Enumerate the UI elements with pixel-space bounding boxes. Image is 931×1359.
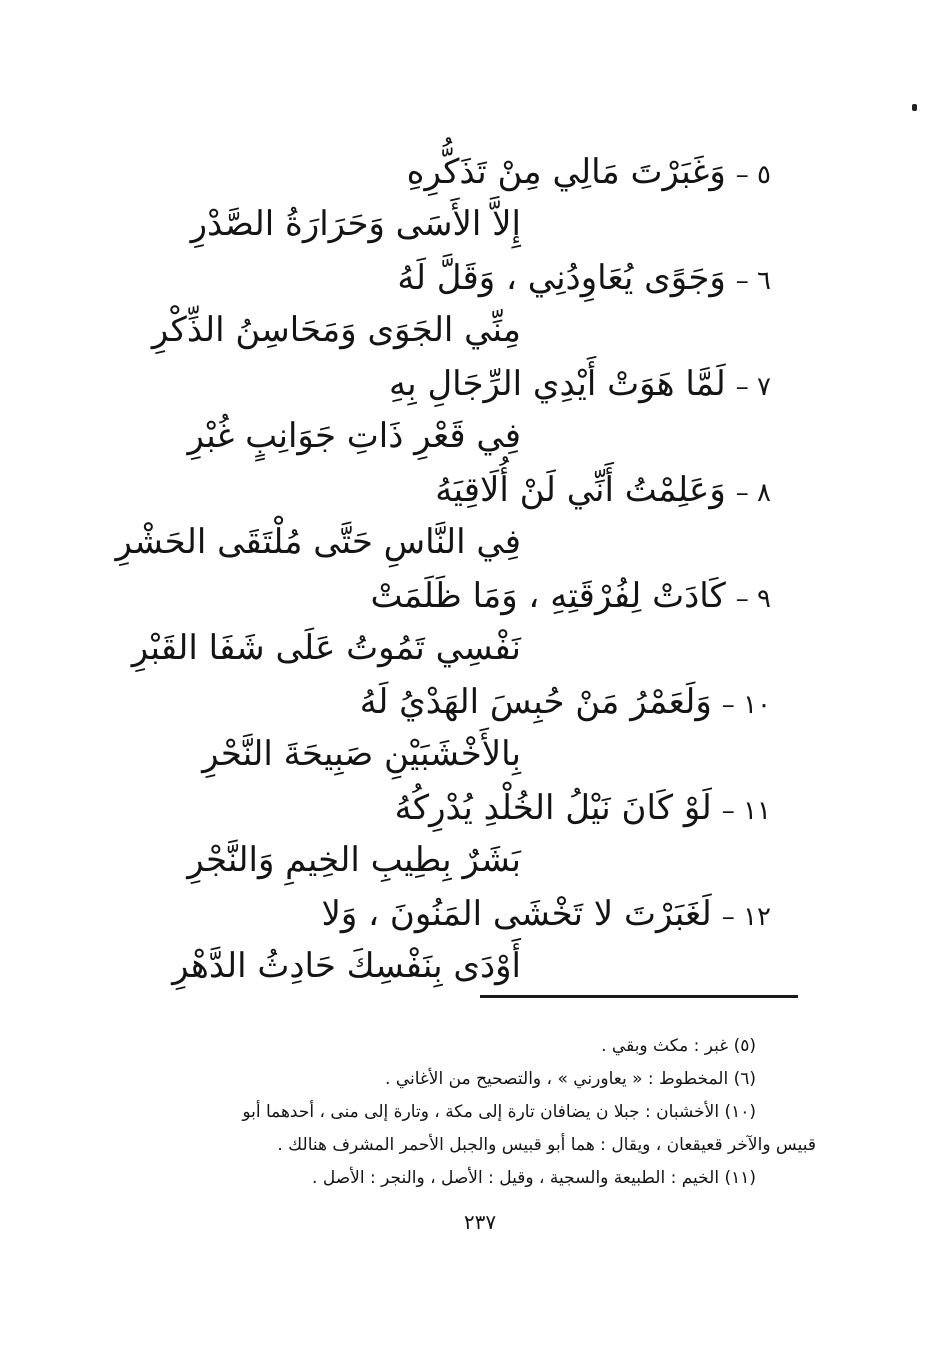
verse-number: ٨ –: [735, 478, 771, 508]
footnote-divider: [480, 995, 798, 998]
verse-text: وَلَعَمْرُ مَنْ حُبِسَ الهَدْيُ لَهُ: [359, 682, 712, 722]
verse-first-hemistich: [397, 254, 771, 305]
margin-mark: [912, 104, 917, 111]
verse-number: ٦ –: [735, 266, 771, 296]
verse: [131, 360, 771, 466]
verse-second-hemistich: فِي النَّاسِ حَتَّى مُلْتَقَى الحَشْرِ: [115, 522, 521, 562]
footnotes: [116, 1030, 816, 1195]
verse-second-hemistich: أَوْدَى بِنَفْسِكَ حَادِثُ الدَّهْرِ: [172, 946, 521, 986]
verse-first-hemistich: [407, 148, 771, 199]
verse-number: ١١ –: [721, 796, 771, 826]
verse-first-hemistich: [321, 890, 771, 941]
verse-second-hemistich: نَفْسِي تَمُوتُ عَلَى شَفَا القَبْرِ: [131, 628, 521, 668]
verse-second-hemistich: بَشَرٌ بِطِيبِ الخِيمِ وَالنَّجْرِ: [187, 840, 521, 880]
verse: [131, 678, 771, 784]
verse-number: ٧ –: [735, 372, 771, 402]
verse-number: ١٠ –: [721, 690, 771, 720]
verse-number: ١٢ –: [721, 902, 771, 932]
verse-first-hemistich: [389, 360, 771, 411]
verse-text: لَوْ كَانَ نَيْلُ الخُلْدِ يُدْرِكُهُ: [394, 788, 712, 828]
footnote-continuation: قبيس والآخر قعيقعان ، ويقال : هما أبو قبيس والجبل الأحمر المشرف هنالك .: [277, 1135, 816, 1155]
verse-text: وَغَبَرْتَ مَالِي مِنْ تَذَكُّرِهِ: [406, 152, 726, 192]
verse-number: ٩ –: [735, 584, 771, 614]
verse-first-hemistich: [395, 784, 771, 835]
page-number: ٢٣٧: [463, 1210, 497, 1234]
verse-text: كَادَتْ لِفُرْقَتِهِ ، وَمَا ظَلَمَتْ: [370, 576, 726, 616]
verse-text: لَمَّا هَوَتْ أَيْدِي الرِّجَالِ بِهِ: [388, 364, 726, 404]
verse: [115, 466, 771, 572]
verse-number: ٥ –: [735, 160, 771, 190]
verse: [131, 890, 771, 996]
verse: [131, 784, 771, 890]
footnote: (٦) المخطوط : « يعاورني » ، والتصحيح من الأغاني .: [385, 1069, 756, 1089]
verse-second-hemistich: بِالأَخْشَبَيْنِ صَبِيحَةَ النَّحْرِ: [202, 734, 521, 774]
verse-second-hemistich: فِي قَعْرِ ذَاتِ جَوَانِبٍ غُبْرِ: [187, 416, 521, 456]
footnote: (١١) الخيم : الطبيعة والسجية ، وقيل : الأصل ، والنجر : الأصل .: [312, 1168, 756, 1188]
verse: [131, 254, 771, 360]
verse-first-hemistich: [360, 678, 771, 729]
verse-first-hemistich: [370, 572, 771, 623]
verse-text: وَعَلِمْتُ أَنِّي لَنْ أُلَاقِيَهُ: [435, 470, 726, 510]
poem-body: [115, 148, 771, 996]
verse-first-hemistich: [435, 466, 771, 517]
verse-second-hemistich: إِلاَّ الأَسَى وَحَرَارَةُ الصَّدْرِ: [190, 204, 521, 244]
verse: [131, 572, 771, 678]
verse: [131, 148, 771, 254]
footnote: (٥) غبر : مكث وبقي .: [601, 1036, 756, 1056]
verse-second-hemistich: مِنِّي الجَوَى وَمَحَاسِنُ الذِّكْرِ: [151, 310, 521, 350]
verse-text: وَجَوًى يُعَاوِدُنِي ، وَقَلَّ لَهُ: [397, 258, 726, 298]
footnote: (١٠) الأخشبان : جبلا ن يضافان تارة إلى مكة ، وتارة إلى منى ، أحدهما أبو: [242, 1102, 756, 1122]
verse-text: لَغَبَرْتَ لا تَخْشَى المَنُونَ ، وَلا: [321, 894, 712, 934]
